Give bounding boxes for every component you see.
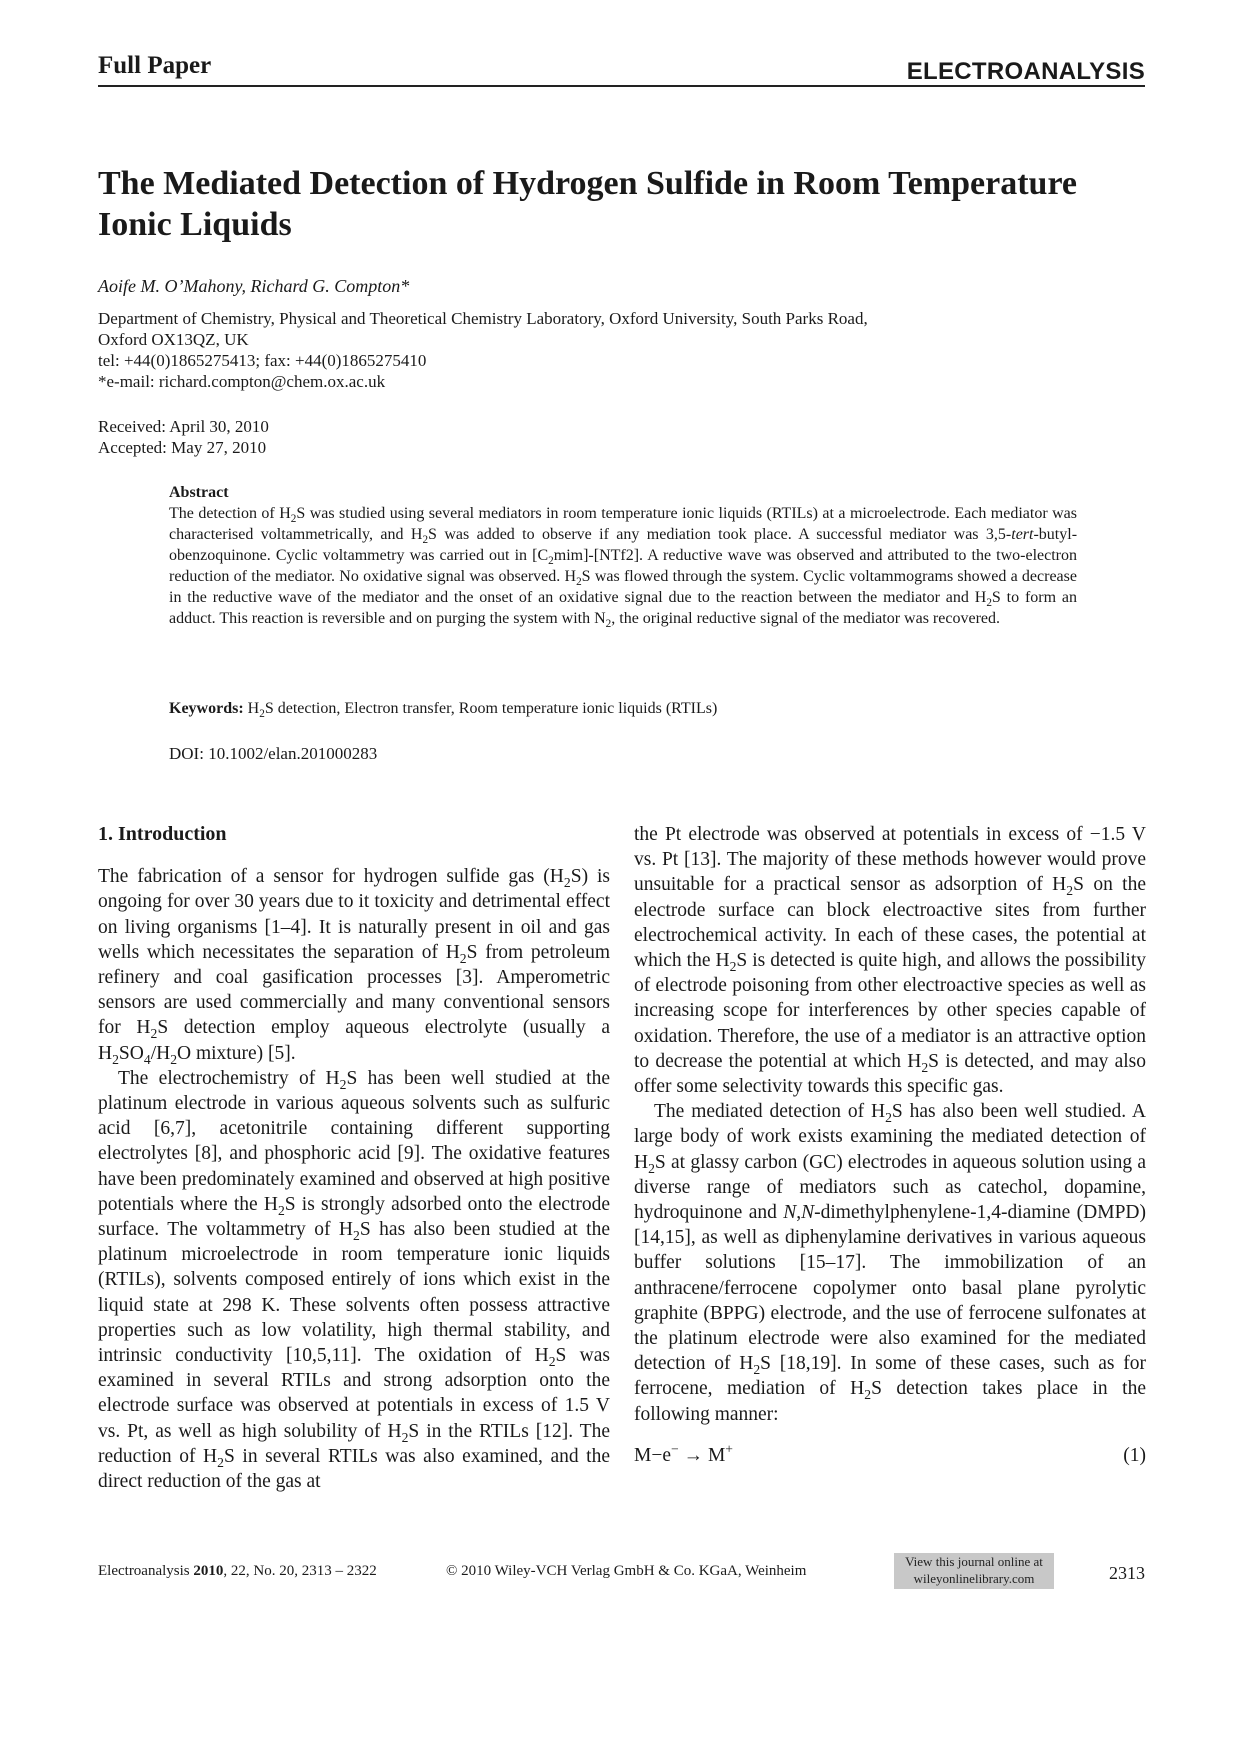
section-heading: 1. Introduction: [98, 823, 227, 845]
keywords: Keywords: $H_2S$ detection, Electron transfer, Room temperature ionic liquids (RTILs): [169, 700, 718, 721]
dates: [98, 416, 269, 458]
abstract-heading: Abstract: [169, 484, 229, 501]
paragraph: The mediated detection of $H_2S$ has also been well studied. A large body of work exists examining the mediated detection of $H_2S$ at glassy carbon (GC) electrodes in aqueous solution using a diverse range of mediators such as catechol, dopamine, hydroquinone and N,N-dimethylphenylene-1,4-diamine (DMPD) [14,15], as well as diphenylamine derivatives in various aqueous buffer solutions [15–17]. The immobilization of an anthracene/ferrocene copolymer onto basal plane pyrolytic graphite (BPPG) electrode, and the use of ferrocene sulfonates at the platinum electrode were also examined for the mediated detection of $H_2S$ [18,19]. In some of these cases, such as for ferrocene, mediation of $H_2S$ detection takes place in the following manner:: [634, 1101, 1146, 1425]
keywords-label: Keywords:: [169, 700, 244, 717]
paragraph: The electrochemistry of $H_2S$ has been well studied at the platinum electrode in various aqueous solvents such as sulfuric acid [6,7], acetonitrile containing different supporting electrolytes [8], and phosphoric acid [9]. The oxidative features have been predominately examined and observed at high positive potentials where the $H_2S$ is strongly adsorbed onto the electrode surface. The voltammetry of $H_2S$ has also been studied at the platinum microelectrode in room temperature ionic liquids (RTILs), solvents composed entirely of ions which exist in the liquid state at 298 K. These solvents often possess attractive properties such as low volatility, high thermal stability, and intrinsic conductivity [10,5,11]. The oxidation of $H_2S$ was examined in several RTILs and strong adsorption onto the electrode surface was observed at potentials in excess of 1.5 V vs. Pt, as well as high solubility of $H_2S$ in the RTILs [12]. The reduction of $H_2S$ in several RTILs was also examined, and the direct reduction of the gas at: [98, 1067, 611, 1493]
keywords-list: detection, Electron transfer, Room temperature ionic liquids (RTILs): [273, 700, 718, 717]
doi: DOI: 10.1002/elan.201000283: [169, 744, 378, 763]
authors: Aoife M. O’Mahony, Richard G. Compton*: [98, 276, 410, 296]
contact-line: tel: +44(0)1865275413; fax: +44(0)1865275410: [98, 351, 427, 370]
affiliation-line: Oxford OX13QZ, UK: [98, 330, 249, 349]
affiliation: [98, 308, 1138, 392]
received-date: Received: April 30, 2010: [98, 417, 269, 436]
copyright: © 2010 Wiley-VCH Verlag GmbH & Co. KGaA, Weinheim: [446, 1563, 807, 1579]
affiliation-line: Department of Chemistry, Physical and Theoretical Chemistry Laboratory, Oxford University, South Parks Road,: [98, 309, 868, 328]
abstract: [169, 482, 1077, 629]
right-column: [634, 822, 1146, 1468]
paragraph: the Pt electrode was observed at potentials in excess of −1.5 V vs. Pt [13]. The majority of these methods however would prove unsuitable for a practical sensor as adsorption of $H_2S$ on the electrode surface can block electroactive sites from further electrochemical activity. In each of these cases, the potential at which the $H_2S$ is detected is quite high, and allows the possibility of electrode poisoning from other electroactive species as well as increasing scope for interferences by other species capable of oxidation. Therefore, the use of a mediator is an attractive option to decrease the potential at which $H_2S$ is detected, and may also offer some selectivity towards this specific gas.: [634, 824, 1146, 1098]
abstract-body: The detection of $H_2S$ was studied using several mediators in room temperature ionic liquids (RTILs) at a microelectrode. Each mediator was characterised voltammetrically, and $H_2S$ was added to observe if any mediation took place. A successful mediator was 3,5-tert-butyl-obenzoquinone. Cyclic voltammetry was carried out in $[C_2mim]-[NTf2]$. A reductive wave was observed and attributed to the two-electron reduction of the mediator. No oxidative signal was observed. $H_2S$ was flowed through the system. Cyclic voltammograms showed a decrease in the reductive wave of the mediator and the onset of an oxidative signal due to the reaction between the mediator and $H_2S$ to form an adduct. This reaction is reversible and on purging the system with $N_2$, the original reductive signal of the mediator was recovered.: [169, 505, 1078, 631]
paragraph: The fabrication of a sensor for hydrogen sulfide gas $(H_2S)$ is ongoing for over 30 years due to it toxicity and detrimental effect on living organisms [1–4]. It is naturally present in oil and gas wells which necessitates the separation of $H_2S$ from petroleum refinery and coal gasification processes [3]. Amperometric sensors are used commercially and many conventional sensors for $H_2S$ detection employ aqueous electrolyte (usually a $H_2SO_4/H_2O$ mixture) [5].: [98, 866, 611, 1067]
paper-title: The Mediated Detection of Hydrogen Sulfide in Room Temperature Ionic Liquids: [98, 165, 1078, 243]
online-link-box[interactable]: View this journal online at wileyonlinelibrary.com: [894, 1553, 1054, 1589]
equation: [634, 1443, 1146, 1468]
equation-number: (1): [1123, 1444, 1146, 1466]
email-line: *e-mail: richard.compton@chem.ox.ac.uk: [98, 372, 386, 391]
section-label: Full Paper: [98, 52, 212, 79]
left-column: [98, 822, 610, 1494]
header-rule: [98, 85, 1145, 87]
accepted-date: Accepted: May 27, 2010: [98, 438, 267, 457]
citation: Electroanalysis 2010, 22, No. 20, 2313 – 2322: [98, 1563, 377, 1579]
equation-expression: M−e− → M+: [634, 1441, 733, 1466]
journal-name: ELECTROANALYSIS: [906, 58, 1145, 85]
page-number: 2313: [1109, 1563, 1145, 1583]
